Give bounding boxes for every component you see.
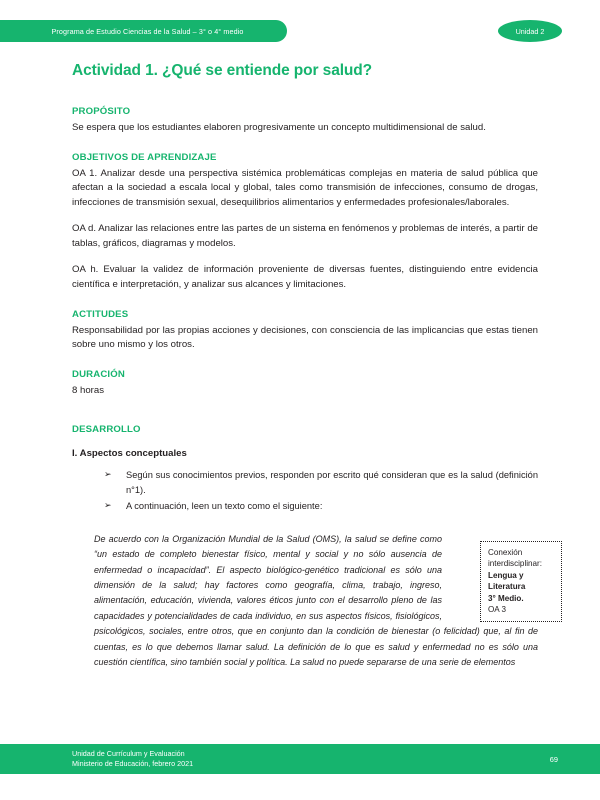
program-banner-label: Programa de Estudio Ciencias de la Salud – 3° o 4° medio — [51, 26, 244, 36]
section-heading-desarrollo: DESARROLLO — [72, 424, 141, 436]
section-heading-objetivos: OBJETIVOS DE APRENDIZAJE — [72, 151, 217, 163]
section-heading-actitudes: ACTITUDES — [72, 308, 129, 320]
aside-line-4: Literatura — [488, 582, 526, 592]
unit-badge — [498, 20, 562, 42]
actitudes-text: Responsabilidad por las propias acciones y decisiones, con consciencia de las implicancias que estas tienen sobre uno mismo y los otros. — [72, 324, 538, 351]
quote-block — [72, 532, 542, 671]
objetivo-oa1-text: OA 1. Analizar desde una perspectiva sistémica problemáticas complejas en materia de salud pública que afectan a la sociedad a escala local y global, tales como transmisión de infecciones, consumo de drogas, infecciones de transmisión sexual, desequilibrios alimentarios y enfermedades profesionales/laborales. — [72, 167, 538, 208]
document-body — [72, 62, 542, 671]
development-bullet-list — [72, 468, 538, 513]
proposito-text: Se espera que los estudiantes elaboren progresivamente un concepto multidimensional de salud. — [72, 122, 486, 133]
list-item-label: A continuación, leen un texto como el siguiente: — [126, 501, 323, 512]
duracion-text: 8 horas — [72, 384, 104, 396]
subheading-aspectos-conceptuales: I. Aspectos conceptuales — [72, 448, 187, 460]
page-title: Actividad 1. ¿Qué se entiende por salud? — [72, 62, 373, 79]
aside-line-6: OA 3 — [488, 605, 506, 614]
page-number: 69 — [549, 754, 558, 764]
interdisciplinary-connection-box — [480, 541, 562, 623]
objetivo-oah-text: OA h. Evaluar la validez de información proveniente de diversas fuentes, distinguiendo entre evidencia científica e interpretación, y analizar sus alcances y limitaciones. — [72, 264, 538, 291]
footer-line-2: Ministerio de Educación, febrero 2021 — [72, 759, 194, 768]
footer-attribution — [72, 749, 193, 770]
page-footer — [0, 744, 600, 774]
aside-line-5: 3° Medio. — [488, 593, 524, 603]
list-item — [104, 468, 538, 497]
footer-line-1: Unidad de Currículum y Evaluación — [72, 748, 185, 758]
unit-badge-label: Unidad 2 — [515, 26, 545, 36]
aside-line-3: Lengua y — [488, 570, 524, 580]
list-item-label: Según sus conocimientos previos, responden por escrito qué consideran que es la salud (definición n°1). — [126, 470, 538, 495]
section-heading-proposito: PROPÓSITO — [72, 106, 131, 117]
page-header — [0, 20, 600, 42]
program-banner — [0, 20, 287, 42]
arrow-bullet-icon: ➢ — [104, 500, 112, 511]
aside-line-2: interdisciplinar: — [488, 559, 542, 569]
aside-line-1: Conexión — [488, 547, 523, 557]
quote-text: De acuerdo con la Organización Mundial de la Salud (OMS), la salud se define como “un estado de completo bienestar físico, mental y social y no sólo ausencia de enfermedad o incapacidad”. El aspecto biológico-genético tradicional es sólo una dimensión de la salud; hay factores como geografía, clima, trabajo, ingreso, alimentación, educación, vivienda, valores éticos junto con el desarrollo pleno de las capacidades y potencialidades de cada individuo, en sus aspectos físicos, fisiológicos, psicológicos, sociales, entre otros, que en conjunto dan la condición de bienestar (o felicidad) que, al fin de cuentas, es lo que debemos llamar salud. La definición de lo que es salud y enfermedad no es sólo una cuestión científica, sino también social y política. La salud no puede separarse de una serie de elementos — [94, 533, 538, 668]
list-item — [104, 499, 538, 513]
section-heading-duracion: DURACIÓN — [72, 368, 125, 380]
objetivo-oad-text: OA d. Analizar las relaciones entre las partes de un sistema en fenómenos y problemas de interés, a partir de tablas, gráficos, diagramas y modelos. — [72, 223, 538, 249]
arrow-bullet-icon: ➢ — [104, 469, 112, 480]
